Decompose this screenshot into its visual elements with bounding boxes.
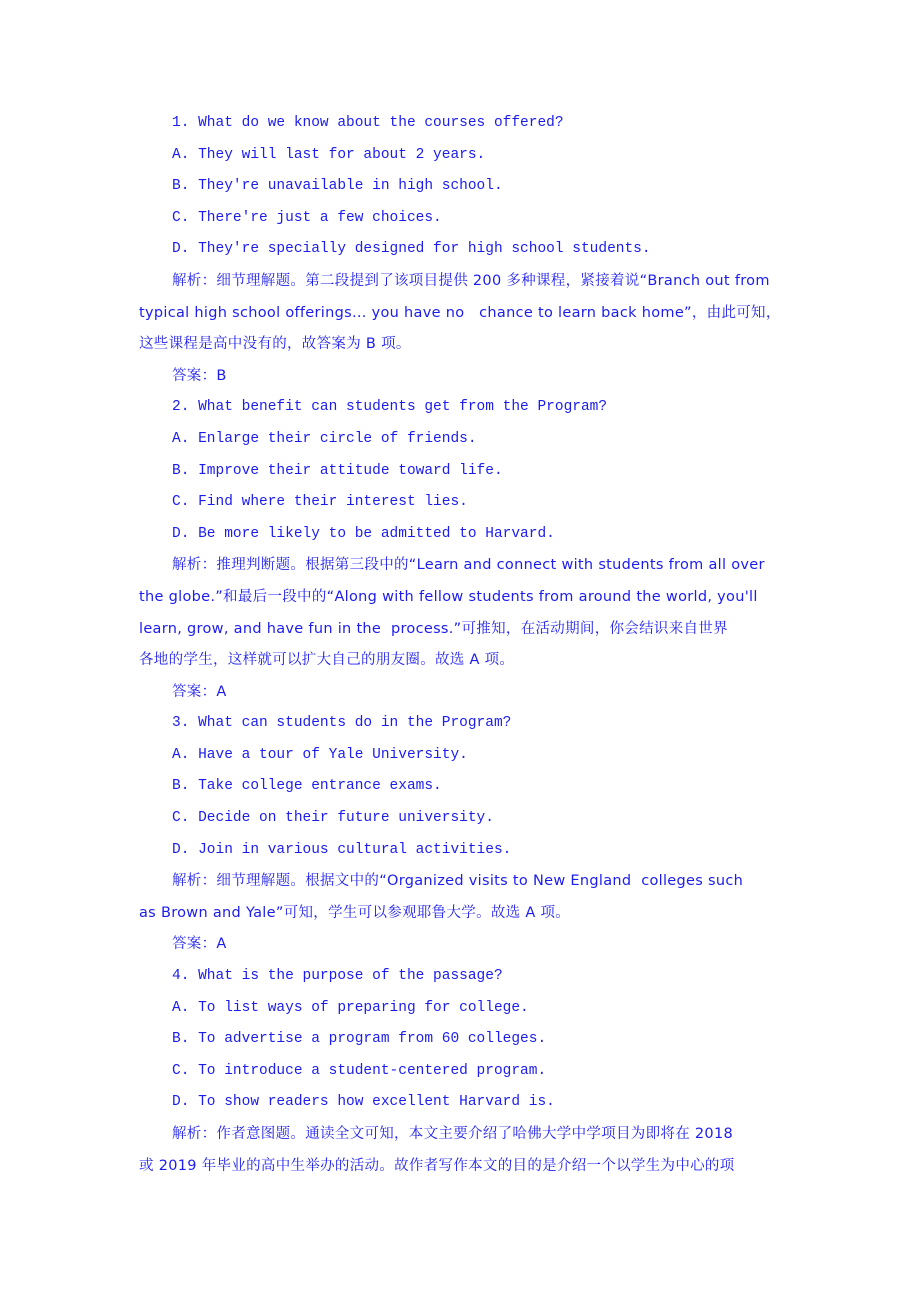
analysis-line: 这些课程是高中没有的，故答案为 B 项。 [139, 336, 411, 353]
option-d: D. To show readers how excellent Harvard is. [172, 1094, 555, 1111]
question-text: 1. What do we know about the courses offered? [172, 115, 564, 131]
question-block-3 [139, 710, 819, 963]
option-a: A. Enlarge their circle of friends. [172, 430, 477, 447]
option-c: C. Find where their interest lies. [172, 494, 468, 511]
option-d: D. Be more likely to be admitted to Harvard. [172, 525, 555, 542]
option-d: D. They're specially designed for high school students. [172, 241, 651, 258]
option-d: D. Join in various cultural activities. [172, 841, 512, 858]
question-text: 2. What benefit can students get from the Program? [172, 399, 608, 416]
analysis-line: 各地的学生，这样就可以扩大自己的朋友圈。故选 A 项。 [139, 652, 515, 669]
analysis-line: 解析：细节理解题。根据文中的“Organized visits to New England colleges such [172, 873, 744, 890]
answer: 答案：A [172, 683, 227, 700]
question-block-2 [139, 394, 819, 710]
analysis-line: typical high school offerings... you have no chance to learn back home”，由此可知， [139, 304, 781, 321]
option-a: A. To list ways of preparing for college. [172, 999, 529, 1016]
analysis-line: learn, grow, and have fun in the process.”可推知，在活动期间，你会结识来自世界 [139, 620, 728, 637]
option-a: A. Have a tour of Yale University. [172, 746, 468, 763]
option-b: B. Improve their attitude toward life. [172, 462, 503, 479]
option-b: B. Take college entrance exams. [172, 778, 442, 795]
option-b: B. To advertise a program from 60 colleges. [172, 1031, 547, 1048]
question-text: 4. What is the purpose of the passage? [172, 968, 503, 985]
option-c: C. To introduce a student-centered program. [172, 1062, 547, 1079]
analysis-line: 解析：作者意图题。通读全文可知，本文主要介绍了哈佛大学中学项目为即将在 2018 [172, 1126, 734, 1142]
analysis-line: 解析：细节理解题。第二段提到了该项目提供 200 多种课程，紧接着说“Branch out from [172, 272, 770, 289]
document-page [139, 110, 819, 1184]
analysis-line: 或 2019 年毕业的高中生举办的活动。故作者写作本文的目的是介绍一个以学生为中心的项 [139, 1157, 735, 1174]
option-c: C. Decide on their future university. [172, 810, 494, 827]
answer: 答案：B [172, 367, 227, 384]
question-block-1 [139, 110, 819, 394]
answer: 答案：A [172, 936, 227, 953]
analysis-line: as Brown and Yale”可知，学生可以参观耶鲁大学。故选 A 项。 [139, 904, 571, 921]
option-a: A. They will last for about 2 years. [172, 146, 486, 163]
question-block-4 [139, 963, 819, 1184]
analysis-line: 解析：推理判断题。根据第三段中的“Learn and connect with students from all over [172, 557, 765, 574]
analysis-line: the globe.”和最后一段中的“Along with fellow students from around the world, you'll [139, 588, 758, 605]
option-c: C. There're just a few choices. [172, 209, 442, 226]
option-b: B. They're unavailable in high school. [172, 178, 503, 195]
question-text: 3. What can students do in the Program? [172, 715, 512, 732]
